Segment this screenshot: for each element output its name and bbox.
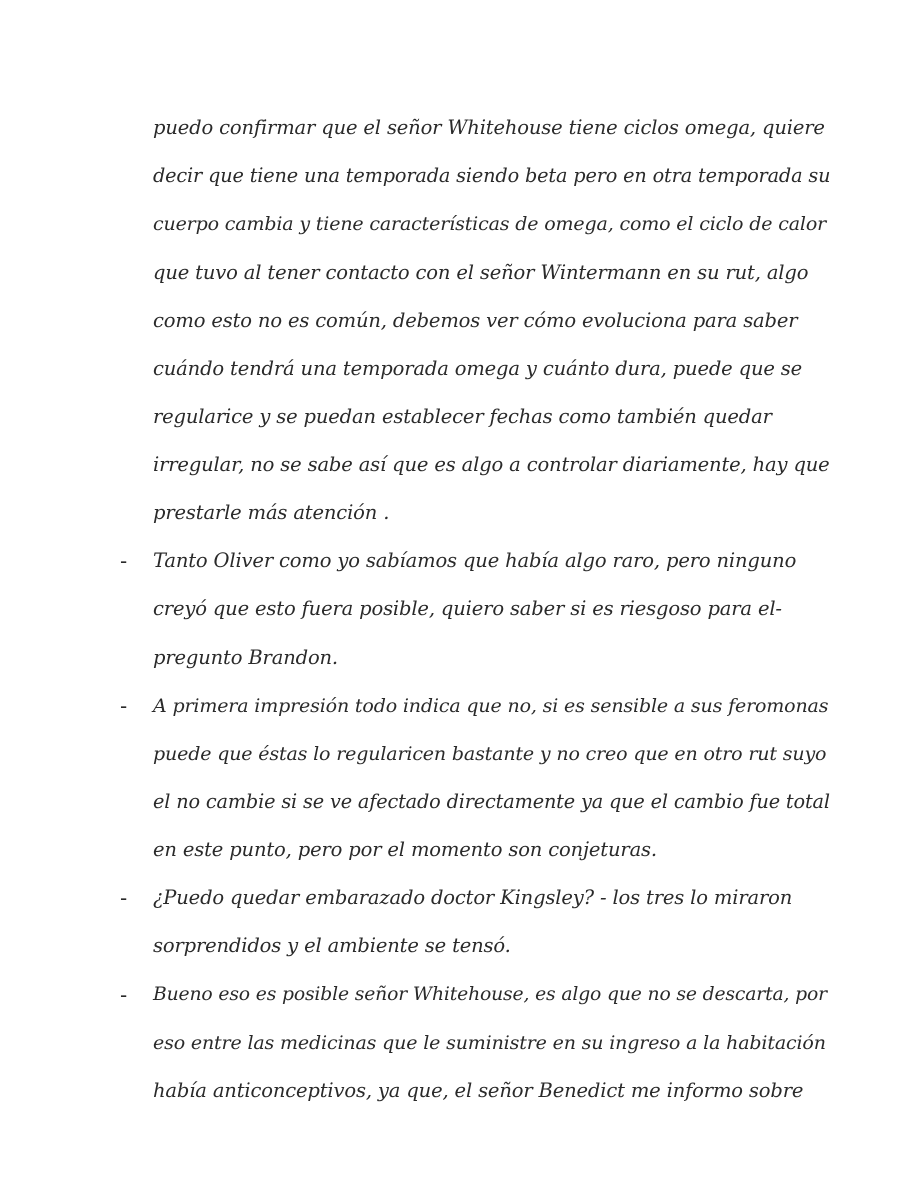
text-line: Tanto Oliver como yo sabíamos que había algo raro, pero ninguno [153,549,797,572]
text-line: puede que éstas lo regularicen bastante y no creo que en otro rut suyo [153,743,827,765]
text-line: Bueno eso es posible señor Whitehouse, es algo que no se descarta, por [153,984,827,1005]
text-line: había anticonceptivos, ya que, el señor Benedict me informo sobre [153,1079,804,1102]
text-line: irregular, no se sabe así que es algo a controlar diariamente, hay que [153,453,830,476]
text-line: cuándo tendrá una temporada omega y cuánto dura, puede que se [153,357,803,380]
dialogue-dash: - [120,983,128,1007]
text-line: decir que tiene una temporada siendo beta pero en otra temporada su [153,164,831,187]
text-line: pregunto Brandon. [153,646,338,669]
text-line: el no cambie si se ve afectado directamente ya que el cambio fue total [153,790,830,813]
text-line: como esto no es común, debemos ver cómo evoluciona para saber [153,309,798,332]
text-line: en este punto, pero por el momento son conjeturas. [153,838,657,861]
dialogue-dash: - [120,886,128,910]
dialogue-dash: - [120,549,128,573]
text-line: que tuvo al tener contacto con el señor Wintermann en su rut, algo [153,261,809,284]
text-line: creyó que esto fuera posible, quiero saber si es riesgoso para el- [153,597,782,620]
text-line: puedo confirmar que el señor Whitehouse tiene ciclos omega, quiere [153,116,825,139]
text-line: ¿Puedo quedar embarazado doctor Kingsley? - los tres lo miraron [153,886,793,909]
text-line: regularice y se puedan establecer fechas como también quedar [153,405,772,428]
text-line: sorprendidos y el ambiente se tensó. [153,934,511,957]
text-line: cuerpo cambia y tiene características de omega, como el ciclo de calor [153,213,827,235]
text-line: eso entre las medicinas que le suministre en su ingreso a la habitación [153,1032,826,1054]
text-line: A primera impresión todo indica que no, si es sensible a sus feromonas [153,695,829,717]
text-line: prestarle más atención . [153,501,390,524]
dialogue-dash: - [120,694,128,718]
